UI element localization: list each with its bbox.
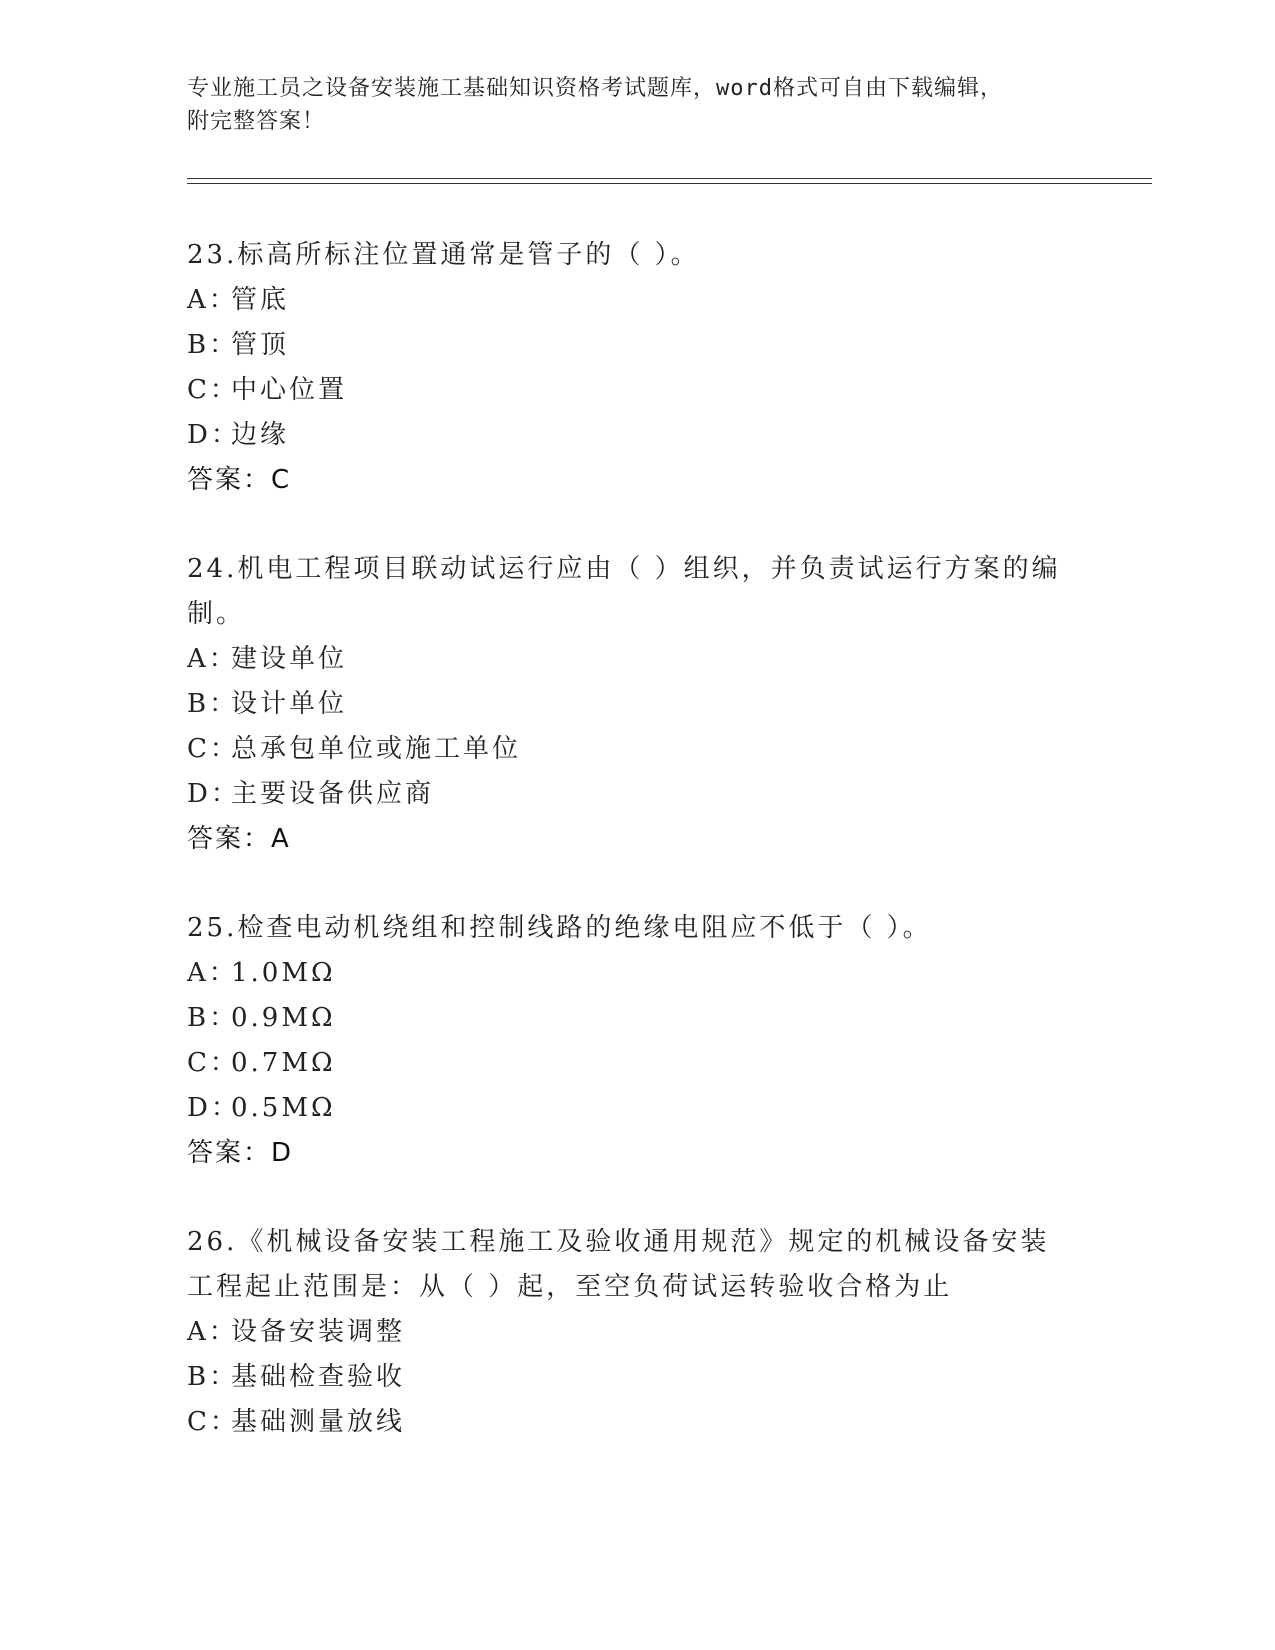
option-text: 0.5MΩ	[231, 1093, 336, 1123]
option-key: C：	[187, 1048, 239, 1078]
option-key: C：	[187, 375, 239, 405]
header-divider-top	[187, 178, 1152, 179]
answer-line: 答案：A	[187, 824, 291, 854]
option-text: 边缘	[231, 420, 290, 450]
option-text: 设计单位	[231, 689, 348, 719]
option-a	[187, 1310, 1087, 1355]
option-text: 主要设备供应商	[231, 779, 435, 809]
option-key: D：	[187, 420, 240, 450]
question-24	[187, 547, 1087, 862]
option-text: 管顶	[231, 330, 290, 360]
option-b	[187, 682, 1087, 727]
option-key: D：	[187, 1093, 240, 1123]
option-c	[187, 1400, 1087, 1445]
option-a	[187, 278, 1087, 323]
option-key: A：	[187, 958, 238, 988]
option-key: A：	[187, 644, 238, 674]
option-text: 中心位置	[231, 375, 348, 405]
option-b	[187, 996, 1087, 1041]
question-23	[187, 233, 1087, 503]
option-key: D：	[187, 779, 240, 809]
option-key: B：	[187, 1362, 239, 1392]
option-text: 基础测量放线	[231, 1407, 406, 1437]
option-key: C：	[187, 734, 239, 764]
option-d	[187, 1086, 1087, 1131]
option-key: B：	[187, 330, 239, 360]
option-a	[187, 951, 1087, 996]
option-c	[187, 368, 1087, 413]
question-text: 24.机电工程项目联动试运行应由（ ）组织，并负责试运行方案的编制。	[187, 554, 1061, 629]
option-key: B：	[187, 689, 239, 719]
option-c	[187, 727, 1087, 772]
answer-line: 答案：D	[187, 1138, 294, 1168]
option-key: C：	[187, 1407, 239, 1437]
option-key: A：	[187, 285, 238, 315]
option-key: B：	[187, 1003, 239, 1033]
option-text: 0.7MΩ	[231, 1048, 336, 1078]
option-text: 设备安装调整	[231, 1317, 406, 1347]
option-c	[187, 1041, 1087, 1086]
option-text: 总承包单位或施工单位	[231, 734, 522, 764]
question-26	[187, 1220, 1087, 1445]
question-list	[187, 233, 1087, 1489]
option-text: 管底	[231, 285, 290, 315]
option-a	[187, 637, 1087, 682]
option-d	[187, 413, 1087, 458]
question-text: 23.标高所标注位置通常是管子的（ ）。	[187, 240, 700, 270]
header-line-2: 附完整答案！	[187, 109, 326, 134]
option-text: 建设单位	[231, 644, 348, 674]
question-25	[187, 906, 1087, 1176]
option-d	[187, 772, 1087, 817]
option-text: 0.9MΩ	[231, 1003, 336, 1033]
header-line-1: 专业施工员之设备安装施工基础知识资格考试题库，word格式可自由下载编辑，	[187, 76, 1003, 101]
header-divider-bottom	[187, 183, 1152, 184]
question-text: 26.《机械设备安装工程施工及验收通用规范》规定的机械设备安装工程起止范围是：从（ ）起，至空负荷试运转验收合格为止	[187, 1227, 1050, 1302]
question-text: 25.检查电动机绕组和控制线路的绝缘电阻应不低于（ ）。	[187, 913, 932, 943]
option-b	[187, 1355, 1087, 1400]
option-key: A：	[187, 1317, 238, 1347]
option-text: 1.0MΩ	[231, 958, 336, 988]
document-header	[187, 72, 1067, 138]
option-text: 基础检查验收	[231, 1362, 406, 1392]
answer-line: 答案：C	[187, 465, 292, 495]
option-b	[187, 323, 1087, 368]
